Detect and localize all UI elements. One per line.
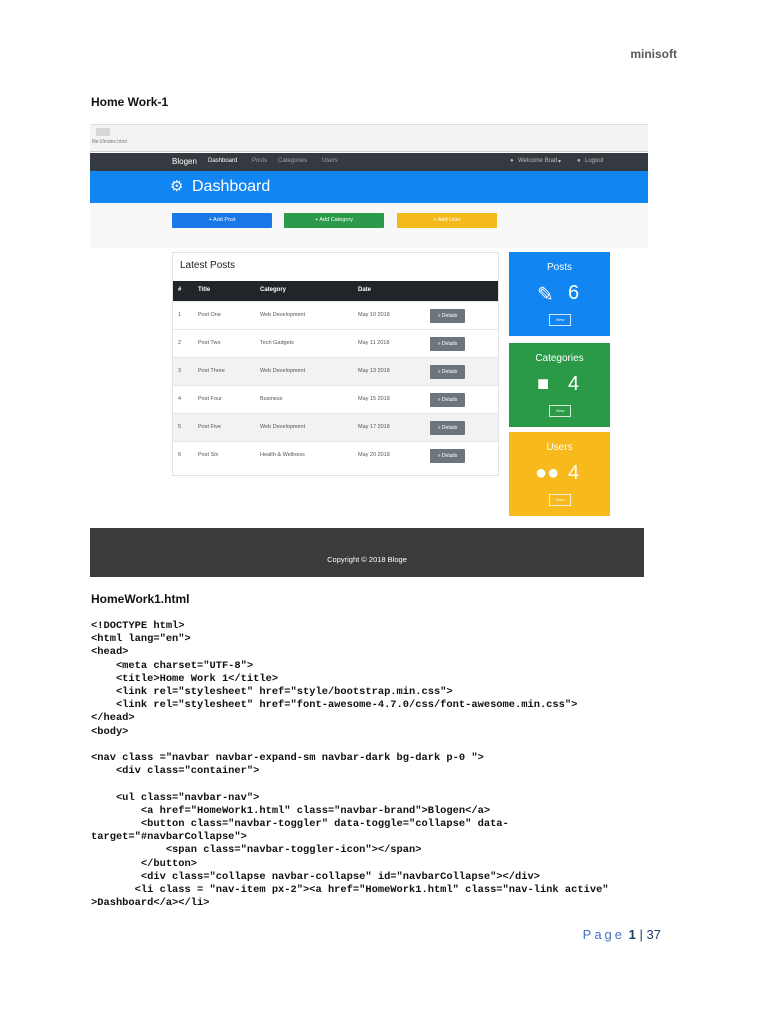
column-header-category: Category	[260, 287, 287, 293]
posts-view-button: View	[549, 314, 571, 326]
row-category: Tech Gadgets	[260, 340, 294, 346]
row-category: Health & Wellness	[260, 452, 305, 458]
table-row	[173, 441, 498, 470]
nav-link-dashboard: Dashboard	[208, 158, 238, 164]
row-date: May 13 2018	[358, 368, 390, 374]
row-date: May 20 2018	[358, 452, 390, 458]
nav-link-users: Users	[322, 158, 338, 164]
table-row	[173, 385, 498, 414]
code-heading-filename: HomeWork1.html	[91, 592, 190, 606]
row-num: 3	[178, 368, 182, 374]
row-num: 5	[178, 424, 182, 430]
row-title: Post Two	[198, 340, 221, 346]
posts-count: 6	[568, 282, 580, 304]
details-button: » Details	[430, 421, 465, 435]
users-stat-card	[509, 432, 610, 516]
row-num: 2	[178, 340, 182, 346]
row-category: Business	[260, 396, 283, 402]
browser-url: file:///index.html	[92, 139, 127, 145]
users-view-button: View	[549, 494, 571, 506]
row-category: Web Development	[260, 424, 306, 430]
row-num: 4	[178, 396, 182, 402]
page-header-company: minisoft	[630, 47, 677, 61]
table-header	[173, 281, 498, 301]
row-date: May 10 2018	[358, 312, 390, 318]
table-row	[173, 413, 498, 442]
folder-icon: ■	[537, 373, 550, 395]
browser-tab	[96, 128, 110, 136]
table-row	[173, 301, 498, 330]
page-total: 37	[646, 927, 661, 942]
row-num: 6	[178, 452, 182, 458]
nav-link-posts: Posts	[252, 158, 268, 164]
code-listing: <!DOCTYPE html> <html lang="en"> <head> <meta charset="UTF-8"> <title>Home Work 1</title> <link rel="stylesheet" href="style/bootstrap.min.css"> <link rel="stylesheet" href="font-awesome-4.7.0/css/font-awesome.min.css"> </head> <body> <nav class ="navbar navbar-expand-sm navbar-dark bg-dark p-0 "> <div class="container"> <ul class="navbar-nav"> <a href="HomeWork1.html" class="navbar-brand">Blogen</a> <button class="navbar-toggler" data-toggle="collapse" data- target="#navbarCollapse"> <span class="navbar-toggler-icon"></span> </button> <div class="collapse navbar-collapse" id="navbarCollapse"></div> <li class = "nav-item px-2"><a href="HomeWork1.html" class="nav-link active" >Dashboard</a></li>	[91, 620, 609, 910]
gear-icon: ⚙	[170, 178, 184, 195]
details-button: » Details	[430, 393, 465, 407]
posts-stat-card	[509, 252, 610, 336]
caret-down-icon: ▾	[558, 159, 562, 165]
latest-posts-card	[172, 252, 499, 476]
add-category-button: + Add Category	[284, 213, 384, 228]
table-row	[173, 357, 498, 386]
navbar-brand: Blogen	[172, 157, 197, 166]
logout-icon: ●	[577, 158, 581, 164]
add-user-button: + Add User	[397, 213, 497, 228]
row-title: Post Four	[198, 396, 222, 402]
row-date: May 11 2018	[358, 340, 390, 346]
row-title: Post Three	[198, 368, 225, 374]
row-date: May 15 2018	[358, 396, 390, 402]
users-icon: ●●	[535, 462, 560, 484]
welcome-text: Welcome Brad	[518, 158, 558, 164]
nav-link-categories: Categories	[278, 158, 308, 164]
categories-count: 4	[568, 373, 580, 395]
page-separator: |	[639, 927, 643, 942]
action-row	[90, 203, 648, 248]
section-heading-homework: Home Work-1	[91, 95, 169, 109]
pencil-icon: ✎	[537, 284, 554, 306]
add-post-button: + Add Post	[172, 213, 272, 228]
categories-card-title: Categories	[535, 353, 584, 364]
users-card-title: Users	[546, 442, 573, 453]
row-num: 1	[178, 312, 182, 318]
browser-bar	[90, 125, 648, 152]
latest-posts-title: Latest Posts	[180, 260, 236, 271]
details-button: » Details	[430, 449, 465, 463]
app-navbar	[90, 153, 648, 171]
table-row	[173, 329, 498, 358]
dashboard-header	[90, 171, 648, 203]
categories-view-button: View	[549, 405, 571, 417]
logout-link: Logout	[585, 158, 604, 164]
row-category: Web Development	[260, 368, 306, 374]
page-number-footer	[583, 927, 661, 942]
page-label: Page	[582, 927, 626, 942]
user-icon: ●	[510, 158, 514, 164]
column-header-title: Title	[198, 287, 211, 293]
row-date: May 17 2018	[358, 424, 390, 430]
row-category: Web Development	[260, 312, 306, 318]
dashboard-screenshot	[90, 124, 648, 577]
footer-copyright: Copyright © 2018 Bloge	[327, 555, 407, 564]
column-header-num: #	[178, 287, 182, 293]
details-button: » Details	[430, 309, 465, 323]
details-button: » Details	[430, 365, 465, 379]
posts-card-title: Posts	[546, 262, 572, 273]
column-header-date: Date	[358, 287, 372, 293]
page-number: 1	[628, 927, 636, 942]
users-count: 4	[568, 462, 580, 484]
details-button: » Details	[430, 337, 465, 351]
row-title: Post One	[198, 312, 221, 318]
row-title: Post Five	[198, 424, 221, 430]
dashboard-title: Dashboard	[192, 178, 271, 195]
categories-stat-card	[509, 343, 610, 427]
app-footer	[90, 528, 644, 577]
row-title: Post Six	[198, 452, 219, 458]
